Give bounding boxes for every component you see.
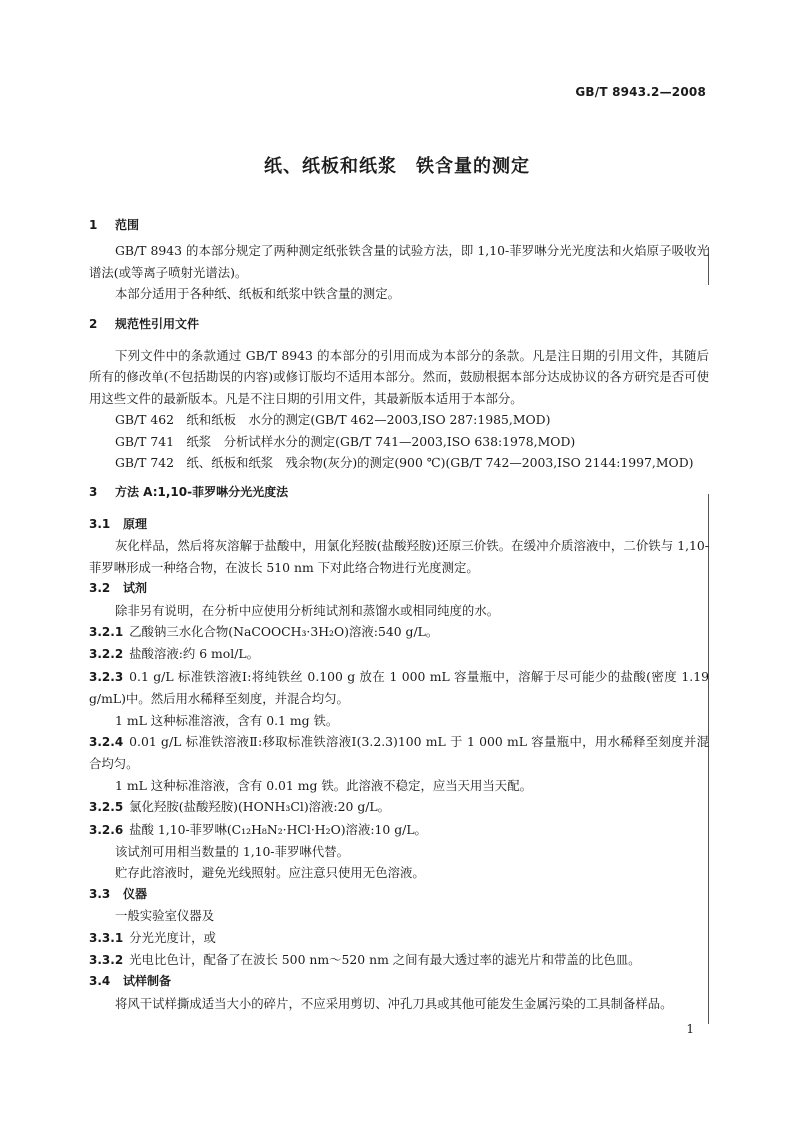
clause-number: 3.3.2	[89, 953, 124, 967]
clause-text: 盐酸 1,10-菲罗啉(C₁₂H₈N₂·HCl·H₂O)溶液:10 g/L。	[129, 821, 427, 837]
clause	[89, 731, 709, 775]
clause-number: 3.2.6	[89, 822, 124, 837]
section-title: 仪器	[123, 886, 148, 901]
paragraph: 1 mL 这种标准溶液，含有 0.1 mg 铁。	[115, 712, 339, 728]
reference-item: GB/T 742 纸、纸板和纸浆 残余物(灰分)的测定(900 ℃)(GB/T 742—2003,ISO 2144:1997,MOD)	[115, 455, 694, 471]
section-number: 3.3	[89, 886, 111, 901]
clause-number: 3.2.4	[89, 734, 124, 749]
clause	[89, 927, 709, 949]
section-title: 范围	[115, 218, 140, 232]
section-number: 3.1	[89, 516, 111, 531]
paragraph: 贮存此溶液时，避免光线照射。应注意只使用无色溶液。	[115, 865, 425, 881]
section-title: 规范性引用文件	[115, 316, 200, 331]
section-number: 3.2	[89, 581, 111, 596]
clause-text: 光电比色计，配备了在波长 500 nm～520 nm 之间有最大透过率的滤光片和带盖的比色皿。	[129, 952, 641, 967]
standard-number: GB/T 8943.2—2008	[575, 85, 706, 99]
clause-text: 0.01 g/L 标准铁溶液Ⅱ:移取标准铁溶液Ⅰ(3.2.3)100 mL 于 1 000 mL 容量瓶中，用水稀释至刻度并混合均匀。	[89, 733, 709, 772]
paragraph: 该试剂可用相当数量的 1,10-菲罗啉代替。	[115, 843, 349, 859]
clause-number: 3.3.1	[89, 930, 124, 945]
clause-text: 氯化羟胺(盐酸羟胺)(HONH₃Cl)溶液:20 g/L。	[129, 799, 391, 815]
clause	[89, 796, 709, 818]
clause-number: 3.2.3	[89, 669, 124, 684]
clause-number: 3.2.1	[89, 624, 124, 639]
section-title: 原理	[123, 516, 148, 531]
section-heading	[89, 314, 709, 335]
paragraph: 将风干试样撕成适当大小的碎片，不应采用剪切、冲孔刀具或其他可能发生金属污染的工具制备样品。	[115, 995, 673, 1011]
section-number: 2	[89, 316, 98, 331]
clause-number: 3.2.2	[89, 647, 124, 662]
clause	[89, 643, 709, 665]
subsection-heading	[89, 884, 709, 905]
reference-item: GB/T 741 纸浆 分析试样水分的测定(GB/T 741—2003,ISO 638:1978,MOD)	[115, 433, 576, 449]
clause	[89, 819, 709, 841]
paragraph: 本部分适用于各种纸、纸板和纸浆中铁含量的测定。	[115, 286, 400, 302]
page-number: 1	[686, 1022, 694, 1036]
section-title: 试样制备	[123, 974, 172, 989]
document-body	[89, 212, 709, 1014]
paragraph: 1 mL 这种标准溶液，含有 0.01 mg 铁。此溶液不稳定，应当天用当天配。	[115, 777, 532, 793]
clause-text: 分光光度计，或	[129, 929, 216, 945]
clause-text: 乙酸钠三水化合物(NaCOOCH₃·3H₂O)溶液:540 g/L。	[129, 623, 439, 639]
subsection-heading	[89, 971, 709, 992]
reference-item: GB/T 462 纸和纸板 水分的测定(GB/T 462—2003,ISO 287:1985,MOD)	[115, 412, 551, 428]
subsection-heading	[89, 514, 709, 535]
clause-text: 0.1 g/L 标准铁溶液Ⅰ:将纯铁丝 0.100 g 放在 1 000 mL 容量瓶中，溶解于尽可能少的盐酸(密度 1.19 g/mL)中。然后用水稀释至刻度，并混合均匀。	[89, 668, 709, 707]
section-heading	[89, 482, 709, 503]
clause	[89, 949, 709, 971]
paragraph: 下列文件中的条款通过 GB/T 8943 的本部分的引用而成为本部分的条款。凡是注日期的引用文件，其随后所有的修改单(不包括勘误的内容)或修订版均不适用本部分。然而，鼓励根据本部分达成协议的各方研究是否可使用这些文件的最新版本。凡是不注日期的引用文件，其最新版本适用于本部分。	[89, 348, 709, 406]
section-heading	[89, 215, 709, 236]
section-number: 3	[89, 485, 98, 500]
paragraph: 除非另有说明，在分析中应使用分析纯试剂和蒸馏水或相同纯度的水。	[115, 602, 500, 618]
clause-text: 盐酸溶液:约 6 mol/L。	[129, 646, 260, 662]
clause	[89, 666, 709, 710]
section-number: 1	[89, 218, 98, 232]
section-title: 方法 A:1,10-菲罗啉分光光度法	[115, 485, 289, 500]
section-title: 试剂	[123, 581, 148, 596]
clause-number: 3.2.5	[89, 800, 124, 815]
section-number: 3.4	[89, 974, 111, 989]
clause	[89, 621, 709, 643]
paragraph: 灰化样品，然后将灰溶解于盐酸中，用氯化羟胺(盐酸羟胺)还原三价铁。在缓冲介质溶液中，二价铁与 1,10-菲罗啉形成一种络合物，在波长 510 nm 下对此络合物进行光度测定。	[89, 538, 709, 575]
page-title: 纸、纸板和纸浆 铁含量的测定	[264, 156, 530, 177]
paragraph: GB/T 8943 的本部分规定了两种测定纸张铁含量的试验方法，即 1,10-菲罗啉分光光度法和火焰原子吸收光谱法(或等离子喷射光谱法)。	[89, 243, 709, 280]
paragraph: 一般实验室仪器及	[115, 908, 215, 924]
subsection-heading	[89, 578, 709, 599]
